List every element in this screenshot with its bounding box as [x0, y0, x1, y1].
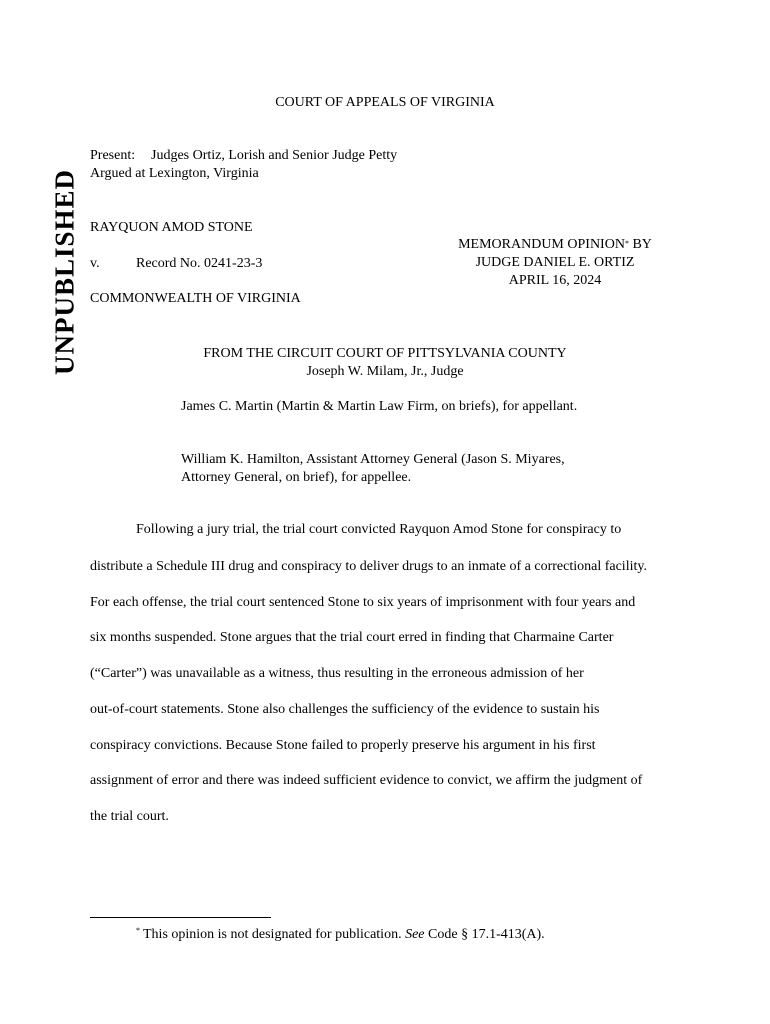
footnote: [136, 927, 545, 943]
body-line: out-of-court statements. Stone also challenges the sufficiency of the evidence to sustain his: [90, 702, 600, 717]
body-line: the trial court.: [90, 809, 169, 824]
appellee-name: COMMONWEALTH OF VIRGINIA: [90, 291, 301, 306]
memo-judge: JUDGE DANIEL E. ORTIZ: [475, 255, 635, 270]
argued-location: Argued at Lexington, Virginia: [90, 166, 259, 181]
body-line: six months suspended. Stone argues that the trial court erred in finding that Charmaine Carter: [90, 630, 614, 645]
body-line: assignment of error and there was indeed sufficient evidence to convict, we affirm the judgment of: [90, 773, 643, 788]
versus-line: [90, 256, 262, 272]
counsel-appellant: James C. Martin (Martin & Martin Law Firm, on briefs), for appellant.: [181, 399, 578, 414]
memorandum-opinion-block: [430, 236, 680, 290]
counsel-appellee: William K. Hamilton, Assistant Attorney General (Jason S. Miyares, Attorney General, on brief), for appellee.: [181, 452, 565, 485]
footnote-see: See: [405, 927, 425, 942]
memo-date: APRIL 16, 2024: [508, 273, 602, 288]
memo-by: BY: [628, 237, 652, 252]
appellant-name: RAYQUON AMOD STONE: [90, 220, 253, 235]
footnote-marker: *: [136, 926, 140, 935]
footnote-divider: [90, 917, 271, 918]
body-line: (“Carter”) was unavailable as a witness, thus resulting in the erroneous admission of her: [90, 666, 584, 681]
body-line: distribute a Schedule III drug and conspiracy to deliver drugs to an inmate of a correctional facility.: [90, 559, 647, 574]
lower-court-block: [0, 345, 770, 381]
body-line: conspiracy convictions. Because Stone failed to properly preserve his argument in his first: [90, 738, 596, 753]
court-title: COURT OF APPEALS OF VIRGINIA: [275, 95, 495, 110]
footnote-text: This opinion is not designated for publication.: [143, 927, 406, 942]
body-line: For each offense, the trial court sentenced Stone to six years of imprisonment with four years and: [90, 595, 636, 610]
memo-footnote-marker: *: [624, 239, 629, 248]
versus-label: v.: [90, 256, 100, 271]
present-label: Present:: [90, 148, 136, 163]
lower-court: FROM THE CIRCUIT COURT OF PITTSYLVANIA COUNTY: [203, 346, 567, 361]
present-line: [90, 148, 397, 164]
memo-title: MEMORANDUM OPINION: [458, 237, 625, 252]
body-line: Following a jury trial, the trial court convicted Rayquon Amod Stone for conspiracy to: [136, 522, 622, 537]
present-judges: Judges Ortiz, Lorish and Senior Judge Petty: [151, 148, 398, 163]
memo-heading: [430, 236, 680, 254]
record-number: Record No. 0241-23-3: [136, 256, 263, 271]
footnote-citation: Code § 17.1-413(A).: [424, 927, 545, 942]
unpublished-stamp-text: UNPUBLISHED: [49, 168, 80, 375]
trial-judge: Joseph W. Milam, Jr., Judge: [306, 364, 464, 379]
